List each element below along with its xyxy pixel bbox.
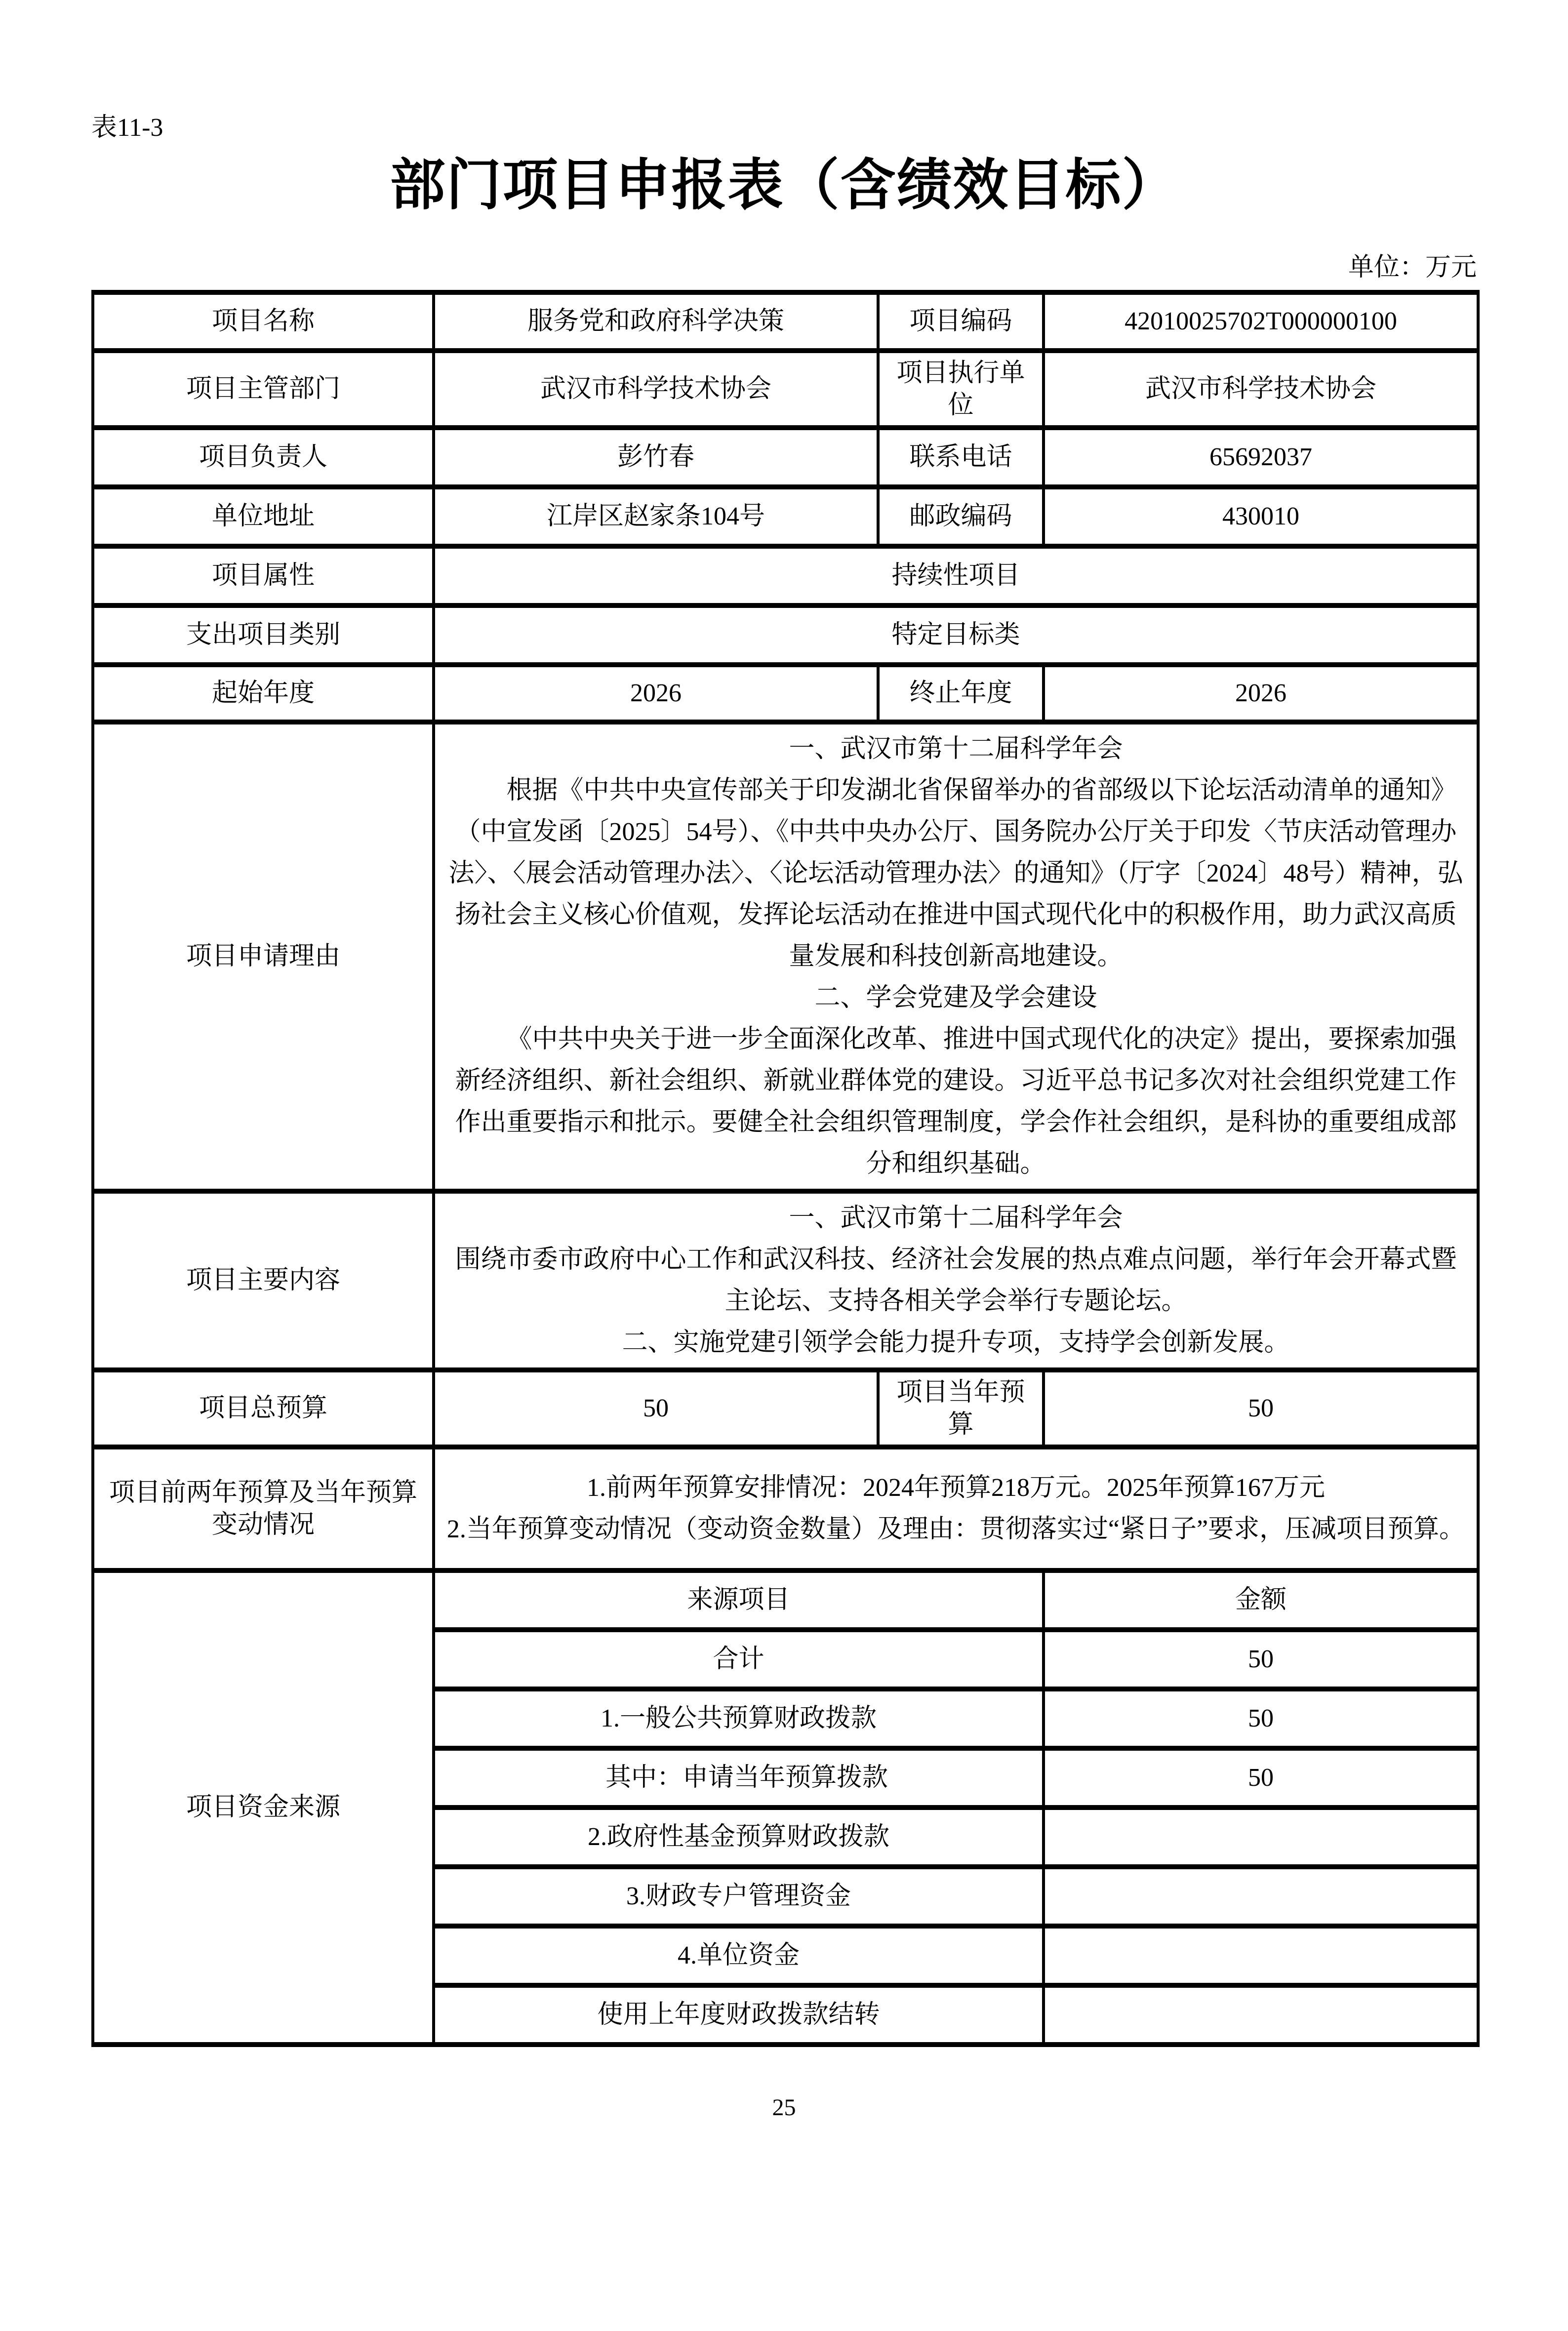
project-leader-label: 项目负责人 <box>93 428 434 487</box>
expenditure-category-value: 特定目标类 <box>434 605 1478 665</box>
funding-item-name: 1.一般公共预算财政拨款 <box>434 1689 1044 1748</box>
funding-item-name: 3.财政专户管理资金 <box>434 1867 1044 1926</box>
row-main-content <box>93 1191 1478 1370</box>
project-name-value: 服务党和政府科学决策 <box>434 292 878 351</box>
postal-code-value: 430010 <box>1044 487 1478 546</box>
application-reason-label: 项目申请理由 <box>93 722 434 1191</box>
main-content-paragraph: 围绕市委市政府中心工作和武汉科技、经济社会发展的热点难点问题，举行年会开幕式暨主论坛、支持各相关学会举行专题论坛。 <box>455 1245 1457 1315</box>
funding-item-amount: 50 <box>1044 1748 1478 1808</box>
reason-paragraph: 一、武汉市第十二届科学年会 <box>789 734 1123 763</box>
expenditure-category-label: 支出项目类别 <box>93 605 434 665</box>
row-leader-phone <box>93 428 1478 487</box>
end-year-label: 终止年度 <box>878 665 1044 722</box>
total-budget-value: 50 <box>434 1370 878 1447</box>
project-code-value: 42010025702T000000100 <box>1044 292 1478 351</box>
funding-item-name: 2.政府性基金预算财政拨款 <box>434 1808 1044 1867</box>
funding-item-amount: 50 <box>1044 1689 1478 1748</box>
project-leader-value: 彭竹春 <box>434 428 878 487</box>
funding-item-name: 合计 <box>434 1630 1044 1689</box>
row-expenditure-category <box>93 605 1478 665</box>
funding-item-amount <box>1044 1985 1478 2045</box>
funding-item-name: 其中：申请当年预算拨款 <box>434 1748 1044 1808</box>
page-number: 25 <box>772 2094 796 2121</box>
main-content-paragraph: 二、实施党建引领学会能力提升专项，支持学会创新发展。 <box>622 1328 1290 1357</box>
unit-address-value: 江岸区赵家条104号 <box>434 487 878 546</box>
page-title: 部门项目申报表（含绩效目标） <box>390 155 1178 217</box>
funding-item-amount <box>1044 1808 1478 1867</box>
funding-item-amount <box>1044 1867 1478 1926</box>
start-year-label: 起始年度 <box>93 665 434 722</box>
competent-department-label: 项目主管部门 <box>93 351 434 428</box>
contact-phone-label: 联系电话 <box>878 428 1044 487</box>
application-form-table <box>91 290 1480 2047</box>
form-tag: 表11-3 <box>91 114 163 142</box>
row-budget-history <box>93 1447 1478 1570</box>
postal-code-label: 邮政编码 <box>878 487 1044 546</box>
budget-history-paragraph: 2.当年预算变动情况（变动资金数量）及理由：贯彻落实过“紧日子”要求，压减项目预算。 <box>446 1515 1465 1543</box>
unit-note: 单位：万元 <box>1348 253 1477 282</box>
total-budget-label: 项目总预算 <box>93 1370 434 1447</box>
row-departments <box>93 351 1478 428</box>
competent-department-value: 武汉市科学技术协会 <box>434 351 878 428</box>
project-attribute-label: 项目属性 <box>93 546 434 605</box>
executing-unit-value: 武汉市科学技术协会 <box>1044 351 1478 428</box>
row-years <box>93 665 1478 722</box>
document-page <box>0 114 1568 2331</box>
budget-history-content <box>434 1447 1478 1570</box>
funding-column-amount: 金额 <box>1044 1570 1478 1630</box>
funding-source-label: 项目资金来源 <box>93 1570 434 2045</box>
main-content-content <box>434 1191 1478 1370</box>
main-content-paragraph: 一、武汉市第十二届科学年会 <box>789 1204 1123 1232</box>
funding-item-amount: 50 <box>1044 1630 1478 1689</box>
budget-history-paragraph: 1.前两年预算安排情况：2024年预算218万元。2025年预算167万元 <box>586 1473 1325 1502</box>
row-address-postcode <box>93 487 1478 546</box>
funding-item-name: 使用上年度财政拨款结转 <box>434 1985 1044 2045</box>
project-name-label: 项目名称 <box>93 292 434 351</box>
budget-history-label: 项目前两年预算及当年预算变动情况 <box>93 1447 434 1570</box>
main-content-label: 项目主要内容 <box>93 1191 434 1370</box>
row-project-name <box>93 292 1478 351</box>
row-application-reason <box>93 722 1478 1191</box>
row-funding-header <box>93 1570 1478 1630</box>
end-year-value: 2026 <box>1044 665 1478 722</box>
current-year-budget-value: 50 <box>1044 1370 1478 1447</box>
current-year-budget-label: 项目当年预算 <box>878 1370 1044 1447</box>
funding-column-source: 来源项目 <box>434 1570 1044 1630</box>
reason-paragraph: 根据《中共中央宣传部关于印发湖北省保留举办的省部级以下论坛活动清单的通知》（中宣发函〔2025〕54号）、《中共中央办公厅、国务院办公厅关于印发〈节庆活动管理办法〉、〈展会活动管理办法〉、〈论坛活动管理办法〉的通知》（厅字〔2024〕48号）精神，弘扬社会主义核心价值观，发挥论坛活动在推进中国式现代化中的积极作用，助力武汉高质量发展和科技创新高地建设。 <box>448 776 1463 970</box>
row-budget <box>93 1370 1478 1447</box>
funding-item-name: 4.单位资金 <box>434 1926 1044 1985</box>
row-project-attribute <box>93 546 1478 605</box>
executing-unit-label: 项目执行单位 <box>878 351 1044 428</box>
project-code-label: 项目编码 <box>878 292 1044 351</box>
application-reason-content <box>434 722 1478 1191</box>
project-attribute-value: 持续性项目 <box>434 546 1478 605</box>
reason-paragraph: 《中共中央关于进一步全面深化改革、推进中国式现代化的决定》提出，要探索加强新经济组织、新社会组织、新就业群体党的建设。习近平总书记多次对社会组织党建工作作出重要指示和批示。要健全社会组织管理制度，学会作社会组织，是科协的重要组成部分和组织基础。 <box>455 1025 1457 1178</box>
unit-address-label: 单位地址 <box>93 487 434 546</box>
start-year-value: 2026 <box>434 665 878 722</box>
reason-paragraph: 二、学会党建及学会建设 <box>814 983 1097 1012</box>
contact-phone-value: 65692037 <box>1044 428 1478 487</box>
funding-item-amount <box>1044 1926 1478 1985</box>
